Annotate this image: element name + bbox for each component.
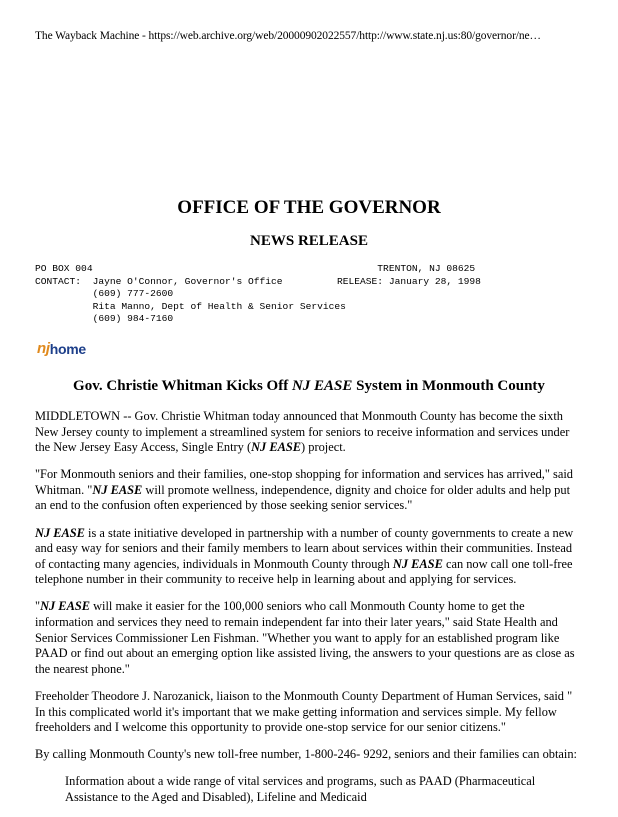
nj-ease-emphasis: NJ EASE xyxy=(35,525,85,540)
office-title: OFFICE OF THE GOVERNOR xyxy=(177,197,441,218)
njhome-logo-link[interactable] xyxy=(37,340,86,357)
paragraph-4 xyxy=(35,599,583,677)
text: will promote wellness, independence, dignity and choice for older adults and help put an end to the confusion often experienced by those seeking senior services." xyxy=(35,482,571,513)
news-release-heading: NEWS RELEASE xyxy=(250,233,368,249)
release-location-date: TRENTON, NJ 08625 RELEASE: January 28, 1998 xyxy=(337,263,481,287)
nj-ease-emphasis: NJ EASE xyxy=(251,440,302,455)
headline-nj-ease: NJ EASE xyxy=(291,378,353,394)
paragraph-2 xyxy=(35,467,583,514)
njhome-logo-nj: nj xyxy=(37,340,50,357)
article-body xyxy=(35,409,583,817)
headline-part: System in Monmouth County xyxy=(352,378,545,394)
service-list-item: Information about a wide range of vital services and programs, such as PAAD (Pharmaceutical Assistance to the Aged and Disabled), Lifeline and Medicaid xyxy=(65,774,536,804)
headline-part: Gov. Christie Whitman Kicks Off xyxy=(73,378,292,394)
article-headline xyxy=(0,378,618,395)
text: " xyxy=(35,599,41,614)
text: will make it easier for the 100,000 seniors who call Monmouth County home to get the information and services they need to remain independent far into their later years," said State Health and Senior Services Commissioner Len Fishman. "Whether you want to apply for an established program like PAAD or find out about an emerging option like assisted living, the answers to your questions are as close as the nearest phone." xyxy=(35,599,575,676)
text: "For Monmouth seniors and their families, one-stop shopping for information and services has arrived," said Whitman. " xyxy=(35,467,573,497)
contact-info: PO BOX 004 CONTACT: Jayne O'Connor, Governor's Office (609) 777-2600 Rita Manno, Dept of Health & Senior Services (609) 984-7160 xyxy=(35,263,346,325)
paragraph-3 xyxy=(35,526,583,588)
text: can now call one toll-free telephone number in their community to receive help in learning about and applying for services. xyxy=(35,556,573,587)
paragraph-6: By calling Monmouth County's new toll-free number, 1-800-246- 9292, seniors and their families can obtain: xyxy=(35,747,577,762)
wayback-url-header: The Wayback Machine - https://web.archive.org/web/20000902022557/http://www.state.nj.us:80/governor/ne… xyxy=(35,30,541,42)
njhome-logo-home: home xyxy=(49,341,86,357)
nj-ease-emphasis: NJ EASE xyxy=(392,556,443,571)
text: is a state initiative developed in partnership with a number of county governments to create a new and easy way for seniors and their family members to learn about services within their communities. Instead of contacting many agencies, individuals in Monmouth County through xyxy=(35,525,574,571)
paragraph-1 xyxy=(35,409,583,456)
nj-ease-emphasis: NJ EASE xyxy=(92,482,143,497)
nj-ease-emphasis: NJ EASE xyxy=(40,599,90,614)
paragraph-5: Freeholder Theodore J. Narozanick, liaison to the Monmouth County Department of Human Services, said " In this complicated world it's important that we make getting information and services simple. My fellow freeholders and I welcome this opportunity to provide one-stop service for our senior citizens." xyxy=(35,688,573,735)
text: MIDDLETOWN -- Gov. Christie Whitman today announced that Monmouth County has become the sixth New Jersey county to implement a streamlined system for seniors to receive information and services under the New Jersey Easy Access, Single Entry ( xyxy=(35,409,570,455)
text: ) project. xyxy=(301,440,346,455)
